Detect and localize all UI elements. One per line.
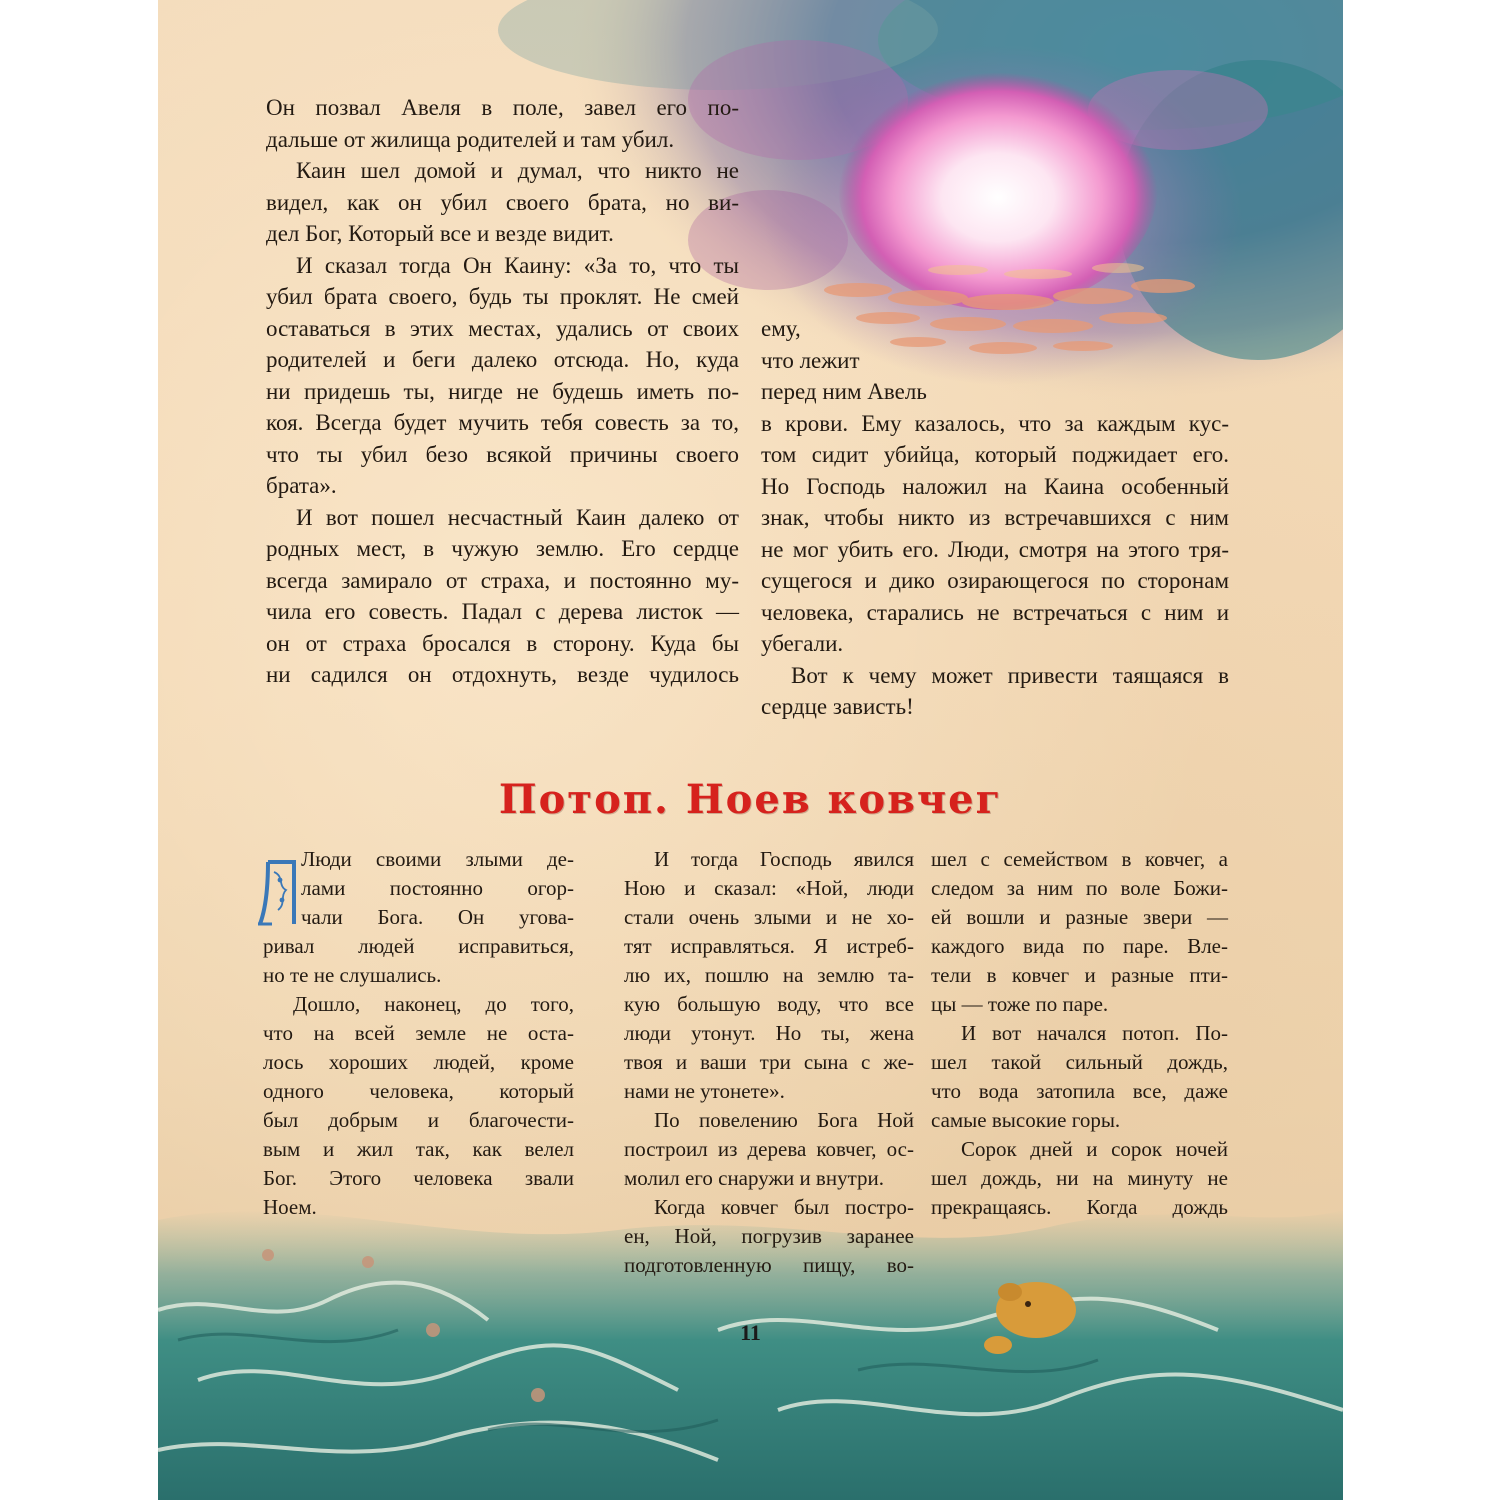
- text-line: ему,: [761, 316, 801, 341]
- text-line: что на всей земле не оста-: [263, 1021, 574, 1045]
- text-line: лами постоянно огор-: [301, 876, 574, 900]
- text-line: И сказал тогда Он Каину: «За то, что ты: [296, 252, 739, 278]
- text-line: в крови. Ему казалось, что за каждым кус-: [761, 410, 1229, 436]
- column-2: [624, 845, 914, 1280]
- text-line: шел такой сильный дождь,: [931, 1050, 1228, 1074]
- page-number: 11: [740, 1320, 761, 1345]
- story-text-right: [761, 313, 1229, 723]
- text-line: самые высокие горы.: [931, 1108, 1121, 1132]
- text-line: ривал людей исправиться,: [263, 934, 574, 958]
- text-line: И тогда Господь явился: [654, 847, 914, 871]
- text-line: лю их, пошлю на землю та-: [624, 963, 914, 987]
- text-line: коя. Всегда будет мучить тебя совесть за то,: [266, 410, 739, 435]
- text-line: ей вошли и разные звери —: [931, 905, 1228, 929]
- text-line: Сорок дней и сорок ночей: [961, 1137, 1228, 1161]
- text-line: каждого вида по паре. Вле-: [931, 934, 1228, 958]
- text-line: убегали.: [761, 631, 844, 656]
- text-line: цы — тоже по паре.: [931, 992, 1109, 1016]
- text-line: что вода затопила все, даже: [931, 1079, 1228, 1103]
- text-line: Люди своими злыми де-: [301, 847, 574, 871]
- text-line: нами не утонете».: [624, 1079, 785, 1103]
- story-text-left: [266, 92, 739, 691]
- text-line: Ною и сказал: «Ной, люди: [624, 876, 914, 900]
- text-line: убил брата своего, будь ты проклят. Не смей: [266, 284, 739, 309]
- text-line: подготовленную пищу, во-: [624, 1253, 914, 1277]
- text-line: брата».: [266, 473, 337, 498]
- text-line: тели в ковчег и разные пти-: [931, 963, 1228, 987]
- text-line: чила его совесть. Падал с дерева листок —: [266, 599, 739, 624]
- text-line: следом за ним по воле Божи-: [931, 876, 1228, 900]
- text-line: перед ним Авель: [761, 379, 927, 404]
- text-line: видел, как он убил своего брата, но ви-: [266, 189, 739, 215]
- text-line: не мог убить его. Люди, смотря на этого тря-: [761, 536, 1229, 562]
- text-line: молил его снаружи и внутри.: [624, 1166, 885, 1190]
- text-line: построил из дерева ковчег, ос-: [624, 1137, 914, 1161]
- text-line: сердце зависть!: [761, 694, 914, 719]
- text-line: твоя и ваши три сына с же-: [624, 1050, 914, 1074]
- text-line: Дошло, наконец, до того,: [293, 992, 574, 1016]
- text-line: дел Бог, Который все и везде видит.: [266, 221, 614, 246]
- section-title: Потоп. Ноев ковчег: [498, 776, 1003, 823]
- text-line: родных мест, в чужую землю. Его сердце: [266, 536, 739, 561]
- text-line: человека, старались не встречаться с ним и: [761, 599, 1229, 625]
- text-line: Ноем.: [263, 1195, 317, 1219]
- text-line: прекращаясь. Когда дождь: [931, 1195, 1228, 1219]
- text-line: Он позвал Авеля в поле, завел его по-: [266, 95, 739, 120]
- text-line: оставаться в этих местах, удались от своих: [266, 315, 739, 341]
- text-line: но те не слушались.: [263, 963, 442, 987]
- text-line: ни садился он отдохнуть, везде чудилось: [266, 662, 739, 687]
- text-line: люди утонут. Но ты, жена: [624, 1021, 914, 1045]
- text-line: шел с семейством в ковчег, а: [931, 847, 1228, 871]
- text-line: И вот пошел несчастный Каин далеко от: [296, 504, 739, 530]
- text-line: что лежит: [761, 347, 860, 373]
- text-line: Но Господь наложил на Каина особенный: [761, 473, 1229, 499]
- text-line: сущегося и дико озирающегося по сторонам: [761, 568, 1229, 593]
- text-line: чали Бога. Он угова-: [301, 905, 574, 929]
- text-line: вым и жил так, как велел: [263, 1137, 574, 1161]
- text-line: знак, чтобы никто из встречавшихся с ним: [761, 505, 1229, 530]
- text-line: том сидит убийца, который поджидает его.: [761, 442, 1229, 467]
- text-line: ни придешь ты, нигде не будешь иметь по-: [266, 378, 739, 404]
- text-line: родителей и беги далеко отсюда. Но, куда: [266, 347, 739, 372]
- text-line: был добрым и благочести-: [263, 1108, 574, 1132]
- text-line: Когда ковчег был постро-: [654, 1195, 914, 1219]
- text-line: Бог. Этого человека звали: [263, 1166, 574, 1190]
- text-line: Вот к чему может привести таящаяся в: [791, 662, 1229, 688]
- column-3: [931, 845, 1228, 1222]
- text-line: лось хороших людей, кроме: [263, 1050, 574, 1074]
- text-line: По повелению Бога Ной: [654, 1108, 914, 1132]
- text-line: ен, Ной, погрузив заранее: [624, 1224, 914, 1248]
- book-page: [158, 0, 1343, 1500]
- text-line: всегда замирало от страха, и постоянно му-: [266, 567, 739, 593]
- text-line: он от страха бросался в сторону. Куда бы: [266, 630, 739, 656]
- text-line: что ты убил безо всякой причины своего: [266, 441, 739, 467]
- text-line: одного человека, который: [263, 1079, 574, 1103]
- column-1: [263, 845, 574, 1222]
- text-line: Каин шел домой и думал, что никто не: [296, 158, 739, 183]
- text-line: кую большую воду, что все: [624, 992, 914, 1016]
- text-line: стали очень злыми и не хо-: [624, 905, 914, 929]
- text-line: тят исправляться. Я истреб-: [624, 934, 914, 958]
- text-line: дальше от жилища родителей и там убил.: [266, 126, 675, 152]
- text-line: И вот начался потоп. По-: [961, 1021, 1228, 1045]
- text-line: шел дождь, ни на минуту не: [931, 1166, 1228, 1190]
